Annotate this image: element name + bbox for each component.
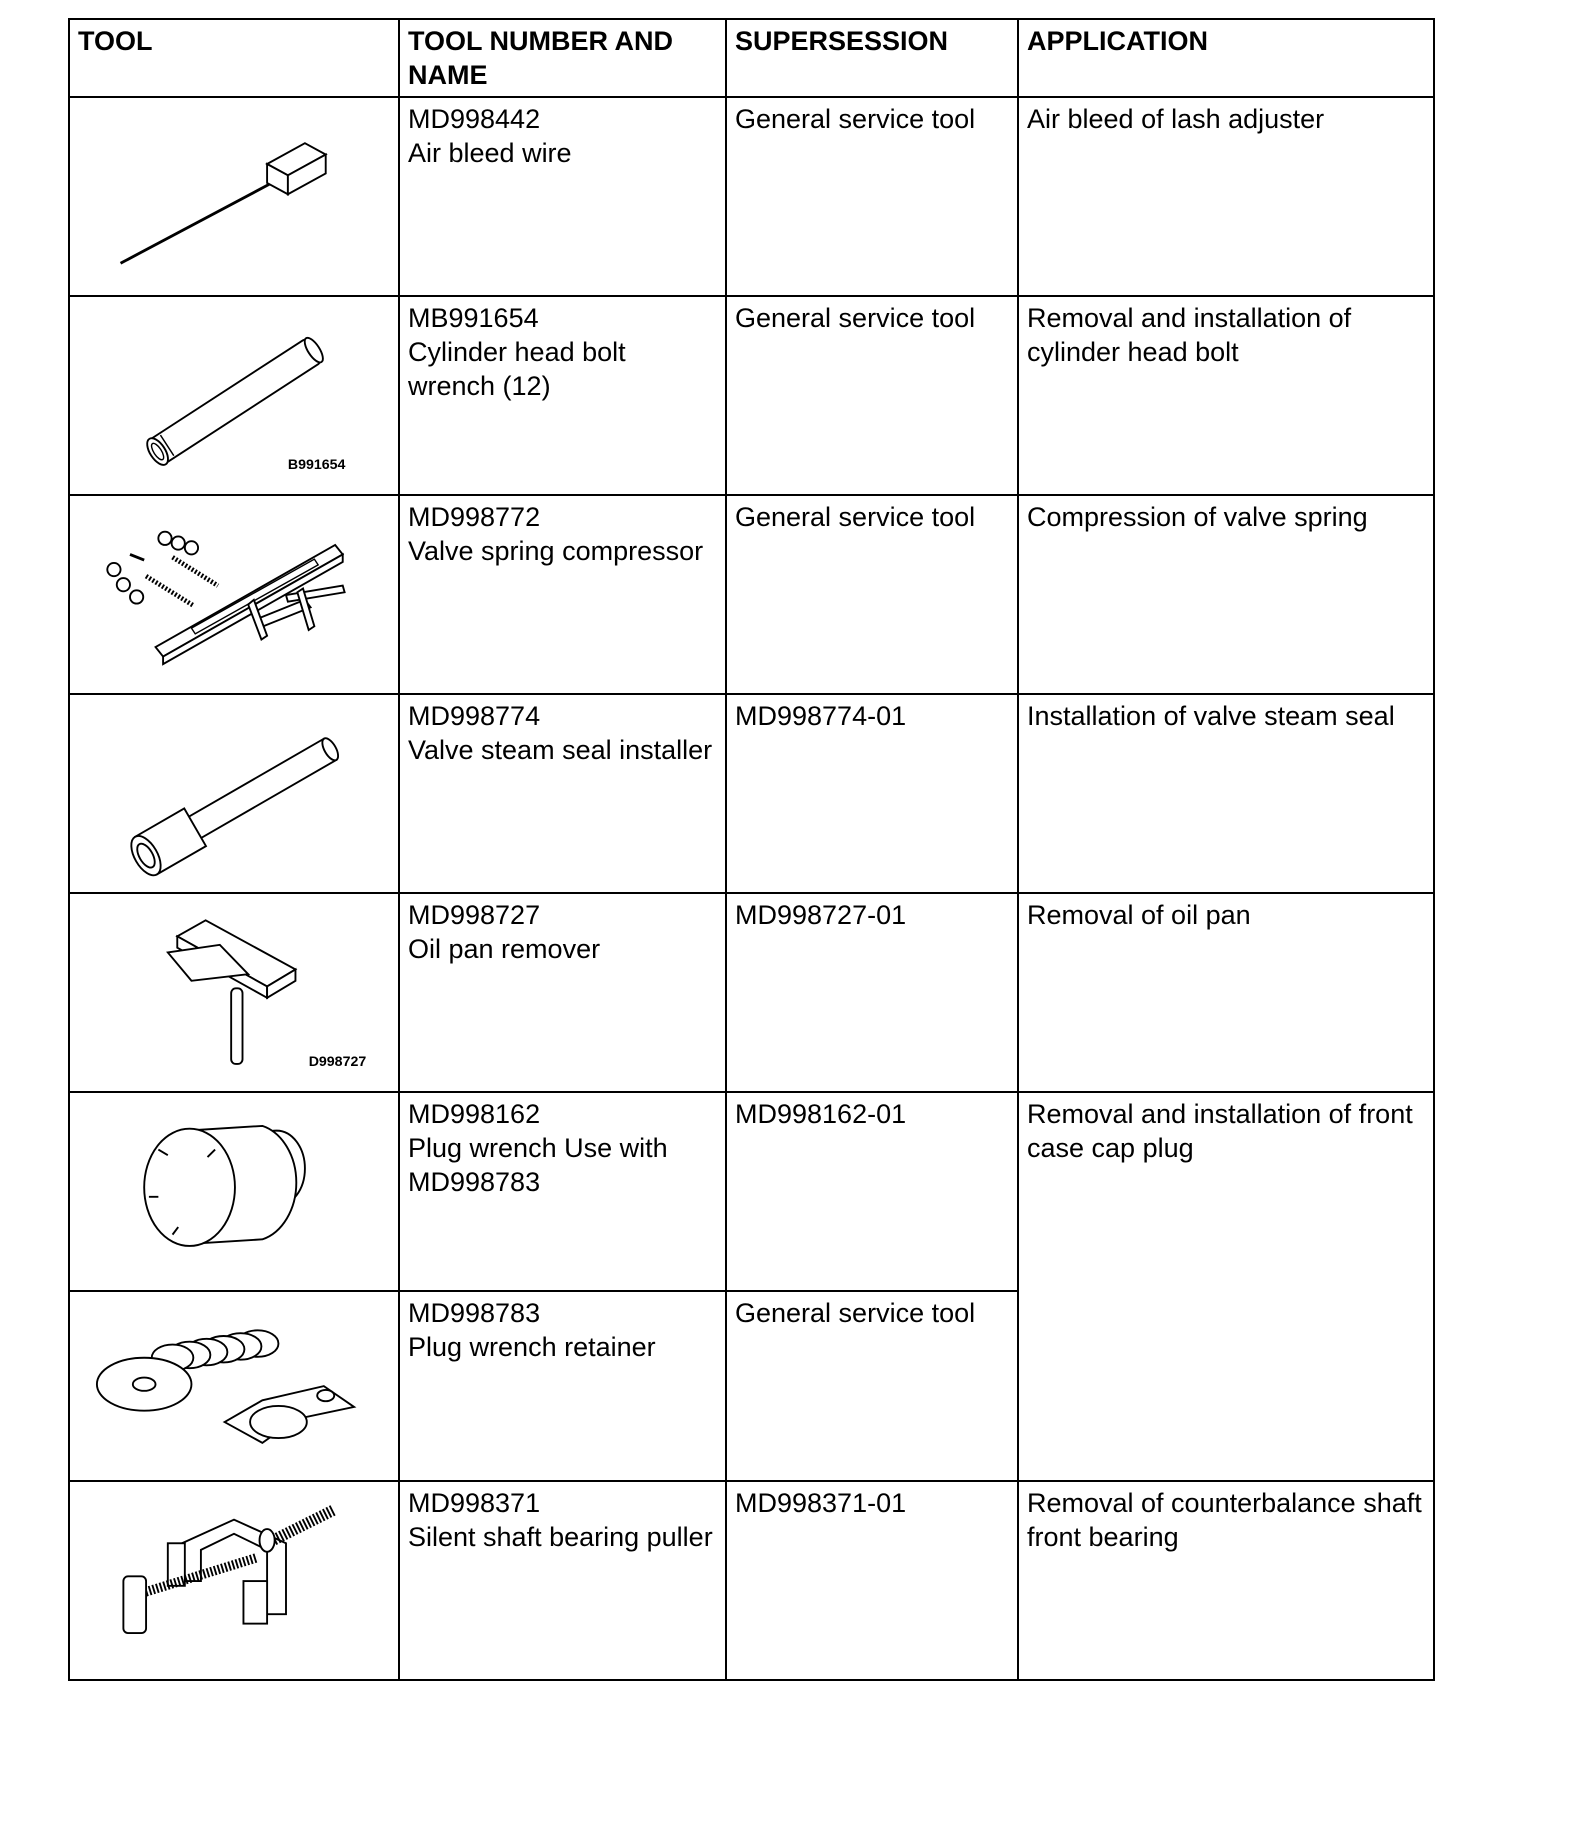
application-cell: Removal of oil pan [1018,893,1434,1092]
table-row [69,893,1434,1092]
application-cell: Removal of counterbalance shaft front bearing [1018,1481,1434,1680]
tool-name: Air bleed wire [408,138,572,168]
header-supersession: SUPERSESSION [726,19,1018,97]
special-tools-table [68,18,1435,1681]
table-row [69,495,1434,694]
table-row [69,97,1434,296]
tool-number: MD998774 [408,701,541,731]
oil-pan-remover-icon [78,898,390,1091]
plug-wrench-icon [78,1097,390,1290]
tool-number-name-cell [399,495,726,694]
supersession-cell: General service tool [726,495,1018,694]
tool-image-cell [69,893,399,1092]
tool-name: Valve spring compressor [408,536,704,566]
air-bleed-wire-icon [78,102,390,295]
tool-number: MD998772 [408,502,541,532]
tool-number-name-cell [399,1291,726,1481]
table-row [69,694,1434,893]
application-cell: Air bleed of lash adjuster [1018,97,1434,296]
supersession-cell: General service tool [726,1291,1018,1481]
tool-name: Cylinder head bolt wrench (12) [408,337,626,401]
table-row [69,1092,1434,1291]
tool-name: Oil pan remover [408,934,601,964]
tool-number-name-cell [399,97,726,296]
tool-number-name-cell [399,694,726,893]
application-cell: Compression of valve spring [1018,495,1434,694]
tool-name: Plug wrench retainer [408,1332,656,1362]
tool-image-cell [69,694,399,893]
application-cell: Removal and installation of cylinder head bolt [1018,296,1434,495]
tool-image-cell [69,97,399,296]
table-row [69,1481,1434,1680]
tool-name: Plug wrench Use with MD998783 [408,1133,668,1197]
tool-name: Silent shaft bearing puller [408,1522,713,1552]
header-row [69,19,1434,97]
tool-image-cell [69,296,399,495]
supersession-cell: MD998727-01 [726,893,1018,1092]
supersession-cell: MD998371-01 [726,1481,1018,1680]
header-tool-number-name: TOOL NUMBER AND NAME [399,19,726,97]
supersession-cell: MD998774-01 [726,694,1018,893]
tool-number-name-cell [399,1092,726,1291]
tool-number: MD998727 [408,900,541,930]
header-application: APPLICATION [1018,19,1434,97]
figure-label: B991654 [287,456,346,473]
supersession-cell: General service tool [726,296,1018,495]
tool-number: MD998162 [408,1099,541,1129]
tool-number: MB991654 [408,303,539,333]
cylinder-head-bolt-wrench-icon [78,301,390,494]
tool-image-cell [69,495,399,694]
figure-label: D998727 [308,1053,367,1070]
supersession-cell: MD998162-01 [726,1092,1018,1291]
tool-number: MD998783 [408,1298,541,1328]
supersession-cell: General service tool [726,97,1018,296]
tool-name: Valve steam seal installer [408,735,713,765]
tool-number-name-cell [399,1481,726,1680]
tool-image-cell [69,1291,399,1481]
tool-image-cell [69,1481,399,1680]
tool-number: MD998442 [408,104,541,134]
tool-number-name-cell [399,296,726,495]
header-tool: TOOL [69,19,399,97]
application-cell: Removal and installation of front case cap plug [1018,1092,1434,1481]
tool-number: MD998371 [408,1488,541,1518]
application-cell: Installation of valve steam seal [1018,694,1434,893]
table-row [69,296,1434,495]
valve-spring-compressor-icon [78,500,390,693]
silent-shaft-bearing-puller-icon [78,1486,390,1679]
valve-stem-seal-installer-icon [78,699,390,892]
tool-number-name-cell [399,893,726,1092]
plug-wrench-retainer-icon [78,1296,390,1480]
tool-image-cell [69,1092,399,1291]
